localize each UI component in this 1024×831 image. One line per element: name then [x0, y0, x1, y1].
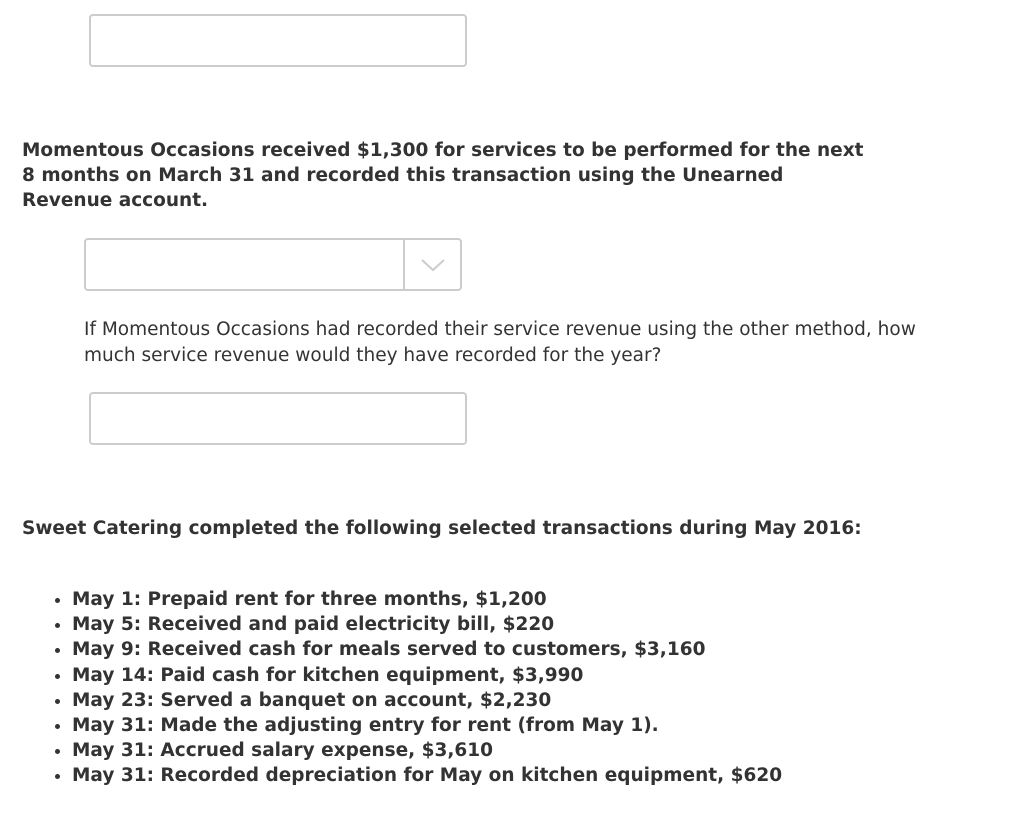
list-item: • May 23: Served a banquet on account, $2,230 [72, 688, 972, 713]
list-item: • May 14: Paid cash for kitchen equipment, $3,990 [72, 663, 972, 688]
answer-dropdown[interactable] [84, 238, 462, 291]
list-item: • May 1: Prepaid rent for three months, $1,200 [72, 587, 972, 612]
answer-input-2[interactable] [89, 392, 467, 445]
dropdown-toggle[interactable] [403, 240, 460, 289]
transaction-list [22, 587, 972, 789]
list-item: • May 5: Received and paid electricity bill, $220 [72, 612, 972, 637]
list-item: • May 31: Made the adjusting entry for rent (from May 1). [72, 713, 972, 738]
answer-input-1[interactable] [89, 14, 467, 67]
unearned-revenue-question: Momentous Occasions received $1,300 for services to be performed for the next 8 months on March 31 and recorded this transaction using the Unearned Revenue account. [22, 140, 864, 211]
list-item: • May 9: Received cash for meals served to customers, $3,160 [72, 637, 972, 662]
other-method-question: If Momentous Occasions had recorded their service revenue using the other method, how much service revenue would they have recorded for the year? [84, 319, 916, 366]
list-item: • May 31: Recorded depreciation for May on kitchen equipment, $620 [72, 763, 972, 788]
chevron-down-icon [420, 258, 446, 272]
list-item: • May 31: Accrued salary expense, $3,610 [72, 738, 972, 763]
sweet-catering-intro: Sweet Catering completed the following selected transactions during May 2016: [22, 518, 862, 539]
